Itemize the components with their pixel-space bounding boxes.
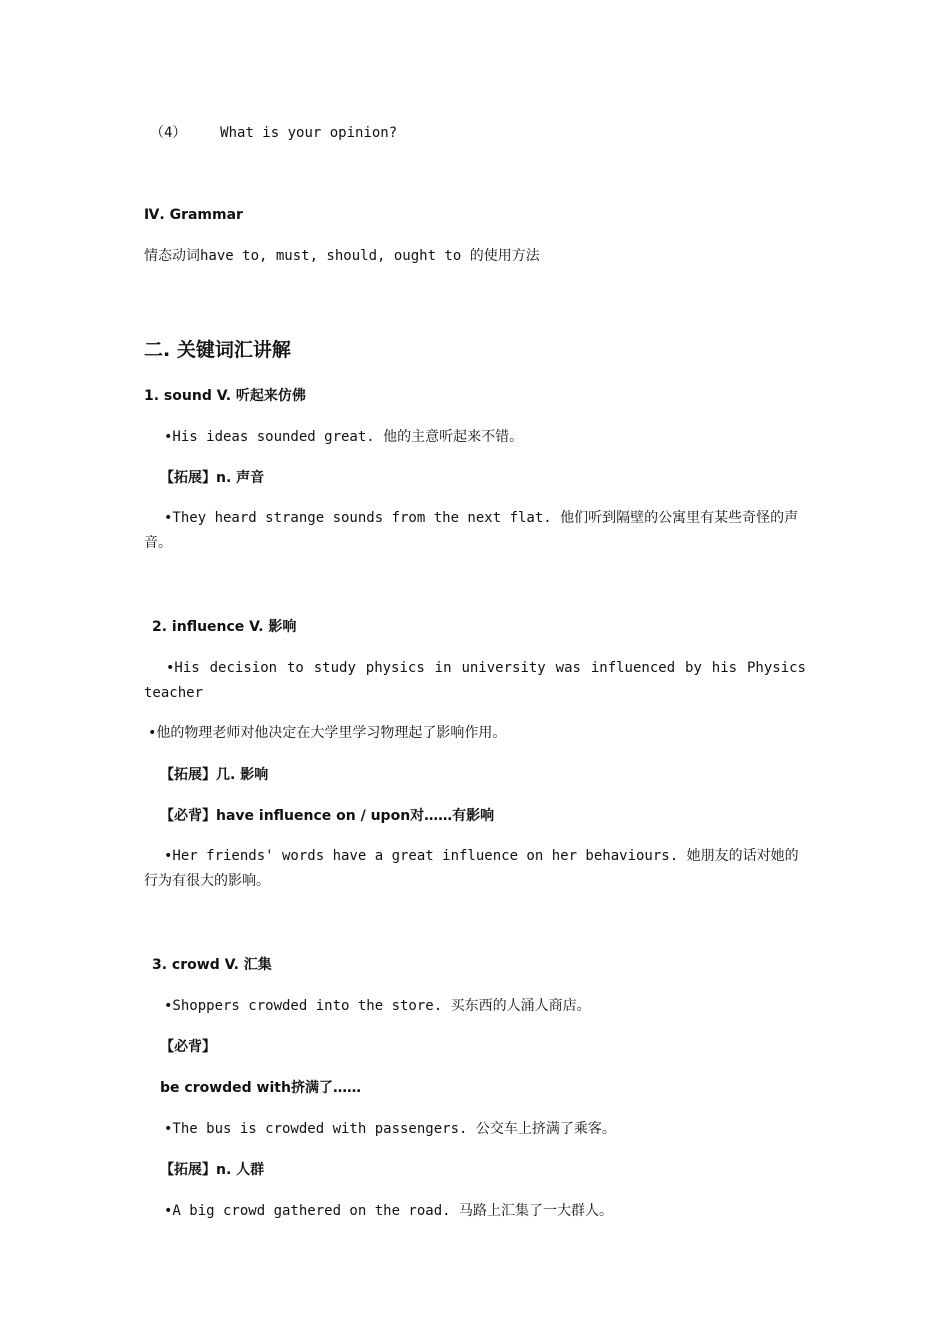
example-sentence: •They heard strange sounds from the next flat. 他们听到隔壁的公寓里有某些奇怪的声音。 <box>144 510 799 551</box>
example-sentence-cont: teacher <box>144 685 204 701</box>
question-text: What is your opinion? <box>220 125 398 141</box>
example-sentence: •His decision to study physics in university was influenced by his Physics <box>166 660 806 676</box>
word-heading-influence: 2. influence V. 影响 <box>152 619 297 635</box>
question-number: （4） <box>150 125 187 141</box>
must-remember-label: 【必背】 <box>160 1039 216 1055</box>
extension-label: 【拓展】几. 影响 <box>160 767 269 783</box>
must-remember-label: 【必背】have influence on / upon对……有影响 <box>160 808 495 824</box>
word-heading-sound: 1. sound V. 听起来仿佛 <box>144 388 306 404</box>
phrase: be crowded with挤满了…… <box>160 1080 361 1096</box>
extension-label: 【拓展】n. 人群 <box>160 1162 265 1178</box>
example-sentence: •A big crowd gathered on the road. 马路上汇集了一大群人。 <box>164 1203 614 1219</box>
example-sentence: •The bus is crowded with passengers. 公交车上挤满了乘客。 <box>164 1121 616 1137</box>
grammar-heading: Ⅳ. Grammar <box>144 207 243 223</box>
example-sentence: •Her friends' words have a great influence on her behaviours. 她朋友的话对她的行为有很大的影响。 <box>144 848 799 889</box>
word-heading-crowd: 3. crowd V. 汇集 <box>152 957 272 973</box>
extension-label: 【拓展】n. 声音 <box>160 470 265 486</box>
example-sentence: •His ideas sounded great. 他的主意听起来不错。 <box>164 429 524 445</box>
grammar-text: 情态动词have to, must, should, ought to 的使用方法 <box>144 248 540 264</box>
section-heading: 二. 关键词汇讲解 <box>144 339 291 361</box>
question-4 <box>150 124 397 142</box>
example-translation: •他的物理老师对他决定在大学里学习物理起了影响作用。 <box>148 725 507 741</box>
example-sentence: •Shoppers crowded into the store. 买东西的人涌人商店。 <box>164 998 591 1014</box>
